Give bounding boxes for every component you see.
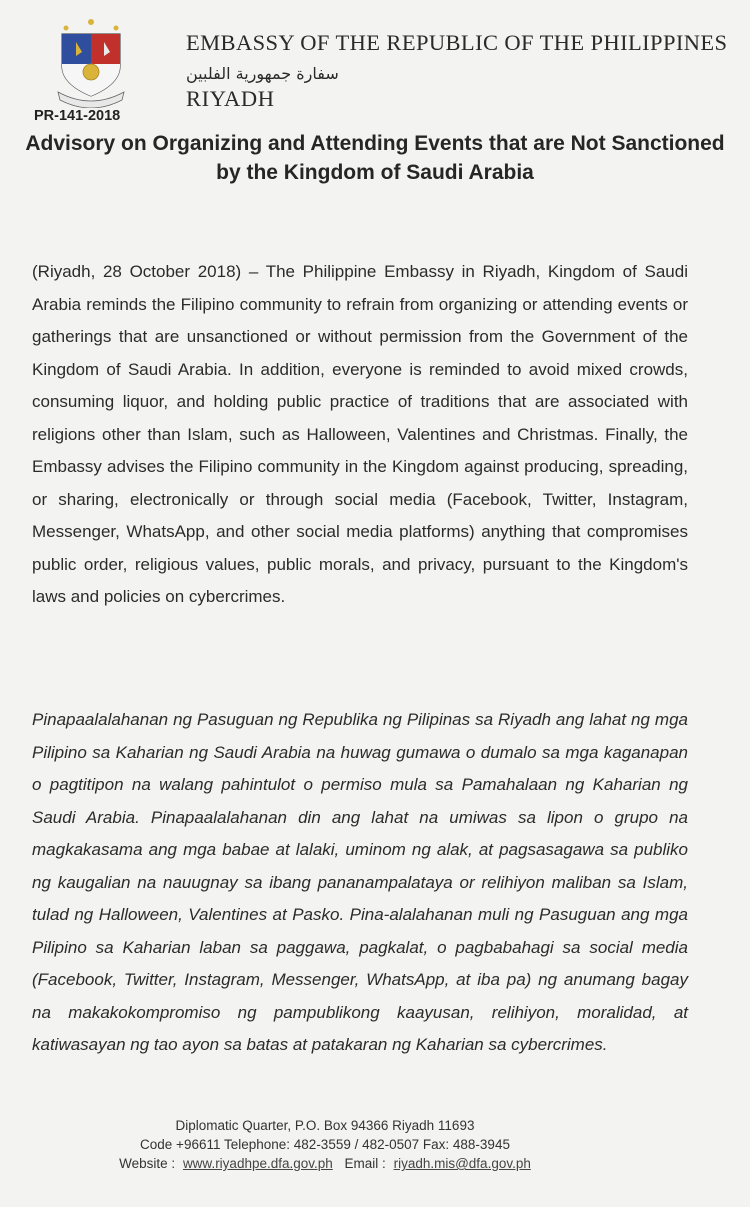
email-label: Email :: [344, 1156, 386, 1171]
embassy-seal-icon: [46, 12, 136, 108]
website-link[interactable]: www.riyadhpe.dfa.gov.ph: [182, 1156, 333, 1171]
contact-footer: [90, 1116, 560, 1173]
letterhead: [40, 12, 728, 122]
embassy-name-arabic: سفارة جمهورية الفلبين: [186, 64, 339, 83]
english-paragraph: (Riyadh, 28 October 2018) – The Philippine Embassy in Riyadh, Kingdom of Saudi Arabia reminds the Filipino community to refrain from organizing or attending events or gatherings that are unsanctioned or without permission from the Government of the Kingdom of Saudi Arabia. In addition, everyone is reminded to avoid mixed crowds, consuming liquor, and holding public practice of traditions that are associated with religions other than Islam, such as Halloween, Valentines and Christmas. Finally, the Embassy advises the Filipino community in the Kingdom against producing, spreading, or sharing, electronically or through social media (Facebook, Twitter, Instagram, Messenger, WhatsApp, and other social media platforms) anything that compromises public order, religious values, public morals, and privacy, pursuant to the Kingdom's laws and policies on cybercrimes.: [32, 262, 688, 606]
embassy-name: EMBASSY OF THE REPUBLIC OF THE PHILIPPINES: [186, 30, 728, 55]
website-label: Website :: [119, 1156, 176, 1171]
footer-phones: Code +96611 Telephone: 482-3559 / 482-0507 Fax: 488-3945: [140, 1137, 510, 1152]
footer-web-line: [90, 1154, 560, 1173]
filipino-paragraph: Pinapaalalahanan ng Pasuguan ng Republika ng Pilipinas sa Riyadh ang lahat ng mga Pilipino sa Kaharian ng Saudi Arabia na huwag gumawa o dumalo sa mga kaganapan o pagtitipon na walang pahintulot o permiso mula sa Pamahalaan ng Kaharian ng Saudi Arabia. Pinapaalalahanan din ang lahat na umiwas sa lipon o grupo na magkakasama ang mga babae at lalaki, uminom ng alak, at pagsasagawa sa publiko ng kaugalian na nauugnay sa ibang pananampalataya or relihiyon maliban sa Islam, tulad ng Halloween, Valentines at Pasko. Pina-alalahanan muli ng Pasuguan ang mga Pilipino sa Kaharian laban sa paggawa, pagkalat, o pagbabahagi sa social media (Facebook, Twitter, Instagram, Messenger, WhatsApp, at iba pa) ng anumang bagay na makakokompromiso ng pampublikong kaayusan, relihiyon, moralidad, at katiwasayan ng tao ayon sa batas at patakaran ng Kaharian sa cybercrimes.: [32, 710, 688, 1054]
email-link[interactable]: riyadh.mis@dfa.gov.ph: [393, 1156, 531, 1171]
footer-address: Diplomatic Quarter, P.O. Box 94366 Riyadh 11693: [175, 1118, 475, 1133]
reference-number: PR-141-2018: [34, 108, 121, 124]
embassy-city: RIYADH: [186, 86, 275, 111]
advisory-title: Advisory on Organizing and Attending Events that are Not Sanctioned by the Kingdom of Saudi Arabia: [25, 132, 725, 184]
